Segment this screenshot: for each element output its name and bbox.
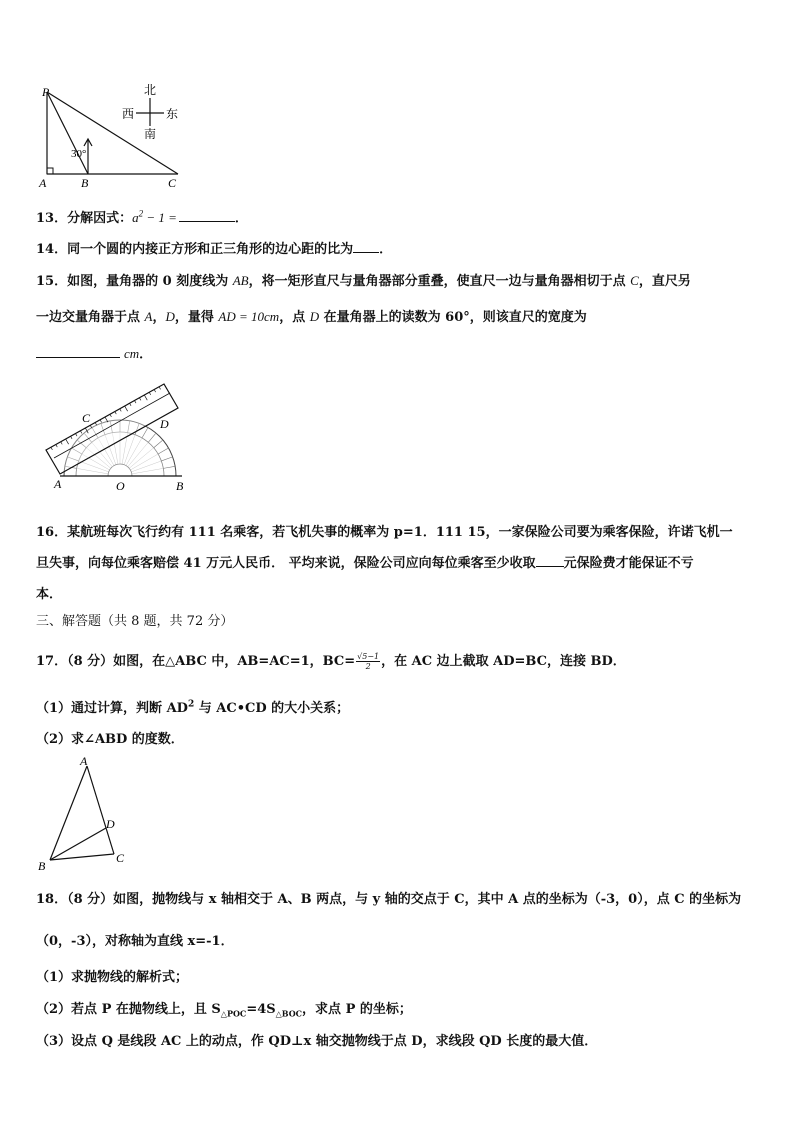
protractor-tick	[142, 428, 148, 438]
q15-suffix: ．	[139, 347, 153, 362]
label-a: A	[39, 176, 47, 190]
question-15-line3	[36, 343, 152, 362]
q18-p1: （1）求抛物线的解析式；	[36, 970, 189, 985]
q13-answer-blank	[179, 209, 235, 222]
q13-var: a	[132, 210, 139, 225]
label-o: O	[116, 479, 125, 493]
q13-prefix: 13．分解因式：	[36, 211, 133, 226]
q18-text-2: （0，-3），对称轴为直线 x=-1．	[36, 934, 234, 949]
q16-answer-blank	[536, 554, 564, 567]
q15-d: D	[165, 309, 175, 324]
question-14	[36, 238, 392, 257]
q14-suffix: ．	[379, 242, 393, 257]
q15-ab: AB	[232, 273, 249, 288]
question-15-line2	[36, 306, 587, 325]
label-d: D	[106, 817, 115, 831]
q15-d2: D	[309, 309, 320, 324]
q18-p2-a: （2）若点 P 在抛物线上，且 S	[36, 1002, 221, 1017]
question-18-part3	[36, 1030, 597, 1049]
protractor-tick	[148, 433, 156, 442]
q15-unit: cm	[124, 346, 140, 361]
section-3-title: 三、解答题（共 8 题，共 72 分）	[36, 614, 234, 629]
protractor-tick	[163, 466, 175, 468]
protractor-ruler-figure	[36, 378, 196, 496]
label-p: P	[42, 85, 50, 99]
q16-text-3: 本．	[36, 587, 63, 602]
q17-frac-num: √5−1	[357, 652, 380, 661]
protractor-ray	[126, 438, 142, 466]
protractor-ray	[77, 468, 109, 474]
label-d: D	[160, 417, 169, 431]
q15-text-2b: ，	[152, 310, 166, 325]
q15-text-1c: ，直尺另	[638, 274, 691, 289]
question-15-line1	[36, 270, 691, 289]
q17-frac-den: 2	[365, 662, 371, 671]
q18-p2-c: ，求点 P 的坐标；	[302, 1002, 412, 1017]
question-17-part2	[36, 728, 184, 747]
q15-text-2c: ，量得	[174, 310, 219, 325]
label-a: A	[54, 477, 62, 491]
q15-answer-blank	[36, 345, 120, 358]
q13-exponent: 2	[138, 208, 144, 219]
side-ab	[50, 766, 87, 860]
q18-text-1: 18．（8 分）如图，抛物线与 x 轴相交于 A、B 两点，与 y 轴的交点于 C，其中 A 点的坐标为（-3，0），点 C 的坐标为	[36, 892, 742, 907]
label-b: B	[176, 479, 184, 493]
label-angle: 30°	[71, 148, 87, 160]
protractor-ray	[132, 468, 164, 474]
q17-p1-sup: 2	[187, 699, 195, 710]
question-16-line3	[36, 583, 62, 602]
question-13	[36, 207, 248, 226]
q15-text-1b: ，将一矩形直尺与量角器部分重叠，使直尺一边与量角器相切于点	[248, 274, 631, 289]
question-16-line2	[36, 552, 694, 571]
isosceles-triangle-figure	[36, 752, 136, 872]
protractor-tick	[158, 448, 168, 454]
compass-west: 西	[122, 107, 135, 121]
q18-p3: （3）设点 Q 是线段 AC 上的动点，作 QD⊥x 轴交抛物线于点 D，求线段 QD 长度的最大值．	[36, 1034, 598, 1049]
ruler-inner-edge	[54, 393, 170, 458]
question-18-part1	[36, 966, 188, 985]
side-pc	[47, 92, 178, 174]
q16-text-2b: 元保险费才能保证不亏	[563, 556, 694, 571]
label-c: C	[82, 411, 91, 425]
q17-p1-b: 与 AC•CD 的大小关系；	[194, 701, 350, 716]
q15-text-2a: 一边交量角器于点	[36, 310, 145, 325]
q18-p2-sub2: △BOC	[275, 1008, 303, 1019]
question-18-line1	[36, 888, 741, 907]
q17-text-b: ，在 AC 边上截取 AD=BC，连接 BD．	[381, 654, 626, 669]
protractor-tick	[154, 440, 163, 448]
label-b: B	[81, 176, 89, 190]
compass-south: 南	[144, 127, 157, 141]
q17-fraction	[356, 652, 380, 671]
triangle-bearing-figure	[30, 82, 200, 192]
question-18-line2	[36, 930, 234, 949]
side-ac	[87, 766, 114, 854]
q15-a: A	[144, 309, 153, 324]
q17-p2: （2）求∠ABD 的度数．	[36, 732, 184, 747]
label-c: C	[116, 851, 125, 865]
question-16-line1	[36, 521, 733, 540]
right-angle-mark	[47, 168, 53, 174]
q18-p2-sub1: △POC	[220, 1008, 247, 1019]
label-a: A	[80, 754, 88, 768]
q16-text-2a: 旦失事，向每位乘客赔偿 41 万元人民币． 平均来说，保险公司应向每位乘客至少收取	[36, 556, 536, 571]
compass-north: 北	[144, 83, 157, 97]
q13-suffix: ．	[234, 211, 248, 226]
q16-text-1: 16．某航班每次飞行约有 111 名乘客，若飞机失事的概率为 p=1．111 15，一家保险公司要为乘客保险，许诺飞机一	[36, 525, 733, 540]
question-17	[36, 650, 626, 671]
question-18-part2	[36, 998, 412, 1019]
q14-answer-blank	[353, 240, 379, 253]
ruler	[46, 384, 178, 474]
q15-c: C	[630, 273, 639, 288]
q15-text-2d: ，点	[279, 310, 310, 325]
q17-p1-a: （1）通过计算，判断 AD	[36, 701, 188, 716]
q14-text: 14．同一个圆的内接正方形和正三角形的边心距的比为	[36, 242, 354, 257]
label-c: C	[168, 176, 177, 190]
protractor-ray	[130, 454, 158, 470]
question-17-part1	[36, 697, 349, 716]
q15-text-1a: 15．如图，量角器的 0 刻度线为	[36, 274, 233, 289]
q17-text-a: 17．（8 分）如图，在△ABC 中，AB=AC=1，BC=	[36, 654, 356, 669]
q18-p2-b: =4S	[246, 1002, 276, 1017]
label-b: B	[38, 859, 46, 872]
protractor-tick	[161, 457, 172, 461]
section-3-heading	[36, 610, 233, 629]
q15-text-2e: 在量角器上的读数为 60°，则该直尺的宽度为	[319, 310, 587, 325]
compass-east: 东	[166, 107, 179, 121]
q13-rest: − 1 =	[143, 210, 177, 225]
q15-ad: AD = 10cm	[218, 309, 280, 324]
